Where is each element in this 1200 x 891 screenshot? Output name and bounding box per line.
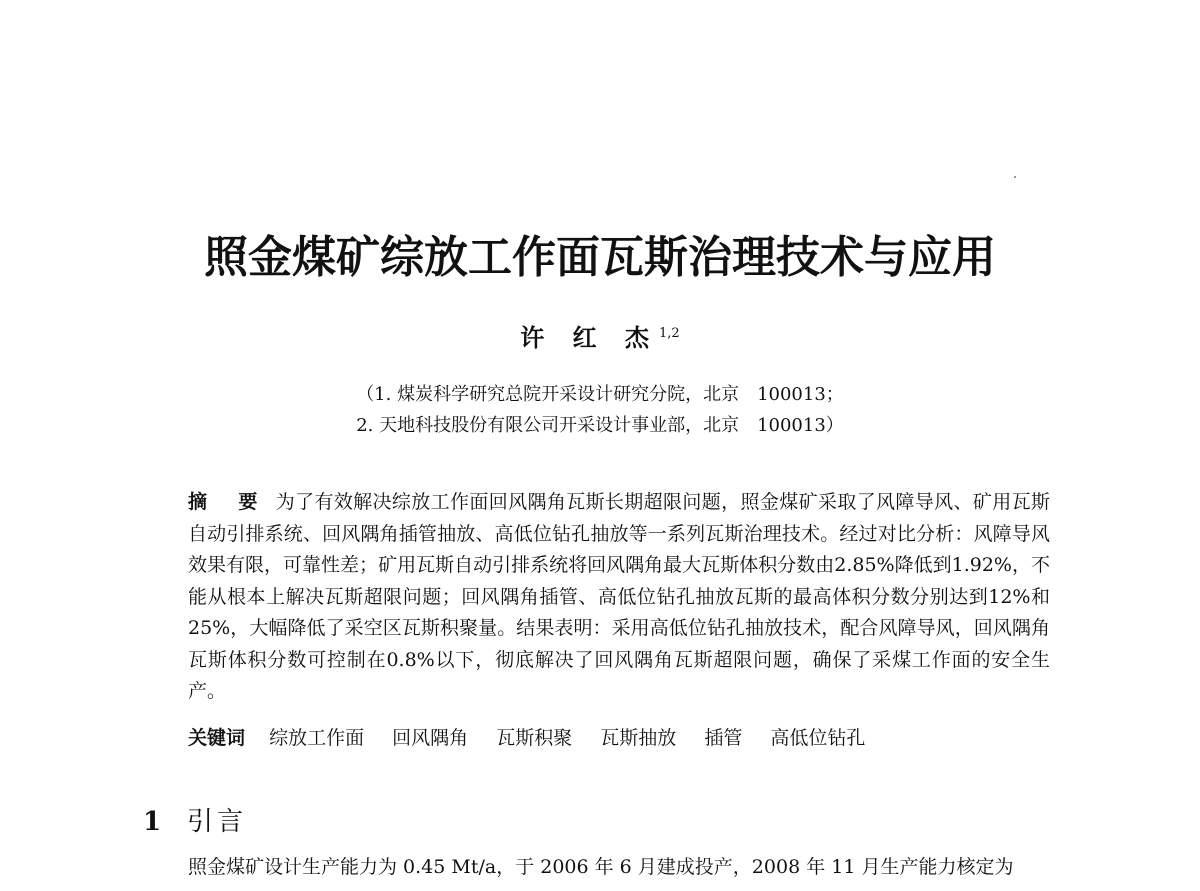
keyword: 综放工作面 [269,727,365,749]
author-affiliation-marker: 1,2 [659,326,680,341]
abstract-text: 为了有效解决综放工作面回风隅角瓦斯长期超限问题，照金煤矿采取了风障导风、矿用瓦斯自动引排系统、回风隅角插管抽放、高低位钻孔抽放等一系列瓦斯治理技术。经过对比分析：风障导风效果有限，可靠性差；矿用瓦斯自动引排系统将回风隅角最大瓦斯体积分数由2.85%降低到1.92%，不能从根本上解决瓦斯超限问题；回风隅角插管、高低位钻孔抽放瓦斯的最高体积分数分别达到12%和25%，大幅降低了采空区瓦斯积聚量。结果表明：采用高低位钻孔抽放技术，配合风障导风，回风隅角瓦斯体积分数可控制在0.8%以下，彻底解决了回风隅角瓦斯超限问题，确保了采煤工作面的安全生产。 [188,491,1050,702]
keyword: 瓦斯积聚 [496,727,573,749]
affiliation-2: 2. 天地科技股份有限公司开采设计事业部，北京 100013） [356,415,844,436]
section-heading [143,800,247,844]
keyword: 插管 [704,727,743,749]
keyword: 瓦斯抽放 [600,727,677,749]
keyword: 回风隅角 [392,727,469,749]
abstract [188,487,1050,708]
keyword: 高低位钻孔 [770,727,866,749]
author-name: 许 红 杰 [520,323,660,352]
section-number: 1 [143,807,162,837]
body-paragraph: 照金煤矿设计生产能力为 0.45 Mt/a，于 2006 年 6 月建成投产，2008 年 11 月生产能力核定为 [188,856,1014,878]
keywords-label: 关键词 [188,727,246,749]
affiliation-1: （1. 煤炭科学研究总院开采设计研究分院，北京 100013； [356,384,844,405]
keywords [188,722,1050,754]
scan-speck [1014,176,1016,178]
section-title: 引言 [187,807,248,837]
author-line [0,318,1200,358]
abstract-label: 摘 要 [188,491,270,513]
paper-title: 照金煤矿综放工作面瓦斯治理技术与应用 [204,232,996,283]
